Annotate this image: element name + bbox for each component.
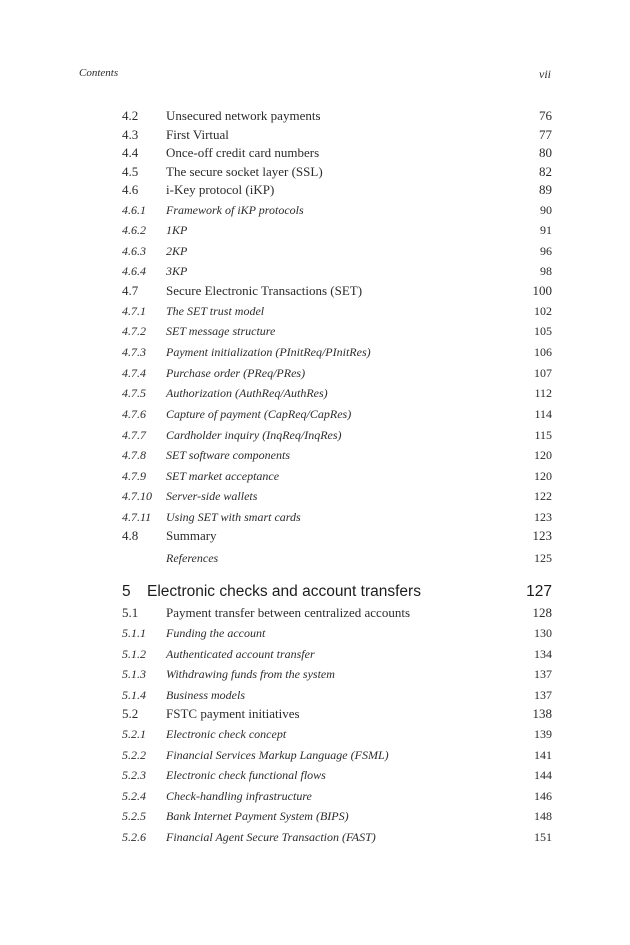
toc-entry-title: Once-off credit card numbers: [166, 145, 320, 160]
toc-subsection-entry: [122, 343, 552, 361]
toc-entry-title: Summary: [166, 528, 217, 543]
toc-entry-title: References: [166, 551, 219, 565]
toc-entry-number: 5.2.1: [122, 727, 146, 741]
page-number: vii: [539, 67, 551, 81]
toc-entry-page: 122: [534, 489, 552, 503]
toc-entry-title: Framework of iKP protocols: [166, 203, 304, 217]
toc-entry-number: 4.8: [122, 528, 139, 543]
toc-entry-title: Electronic check functional flows: [166, 768, 326, 782]
toc-entry-title: The secure socket layer (SSL): [166, 164, 323, 179]
toc-entry-title: Server-side wallets: [166, 489, 258, 503]
toc-entry-title: Authenticated account transfer: [166, 647, 315, 661]
toc-entry-title: Secure Electronic Transactions (SET): [166, 283, 363, 298]
toc-entry-page: 106: [534, 345, 552, 359]
toc-entry-page: 76: [539, 108, 552, 123]
toc-entry-page: 90: [540, 203, 552, 217]
toc-entry-number: 4.7.4: [122, 366, 146, 380]
toc-entry-page: 137: [534, 688, 552, 702]
toc-entry-title: Authorization (AuthReq/AuthRes): [166, 386, 328, 400]
toc-entry-title: 3KP: [166, 264, 188, 278]
toc-entry-number: 4.3: [122, 127, 139, 142]
toc-entry-title: SET software components: [166, 448, 291, 462]
toc-subsection-entry: [122, 725, 552, 743]
toc-section-entry: [122, 107, 552, 125]
toc-entry-page: 128: [532, 605, 552, 620]
running-header: [79, 67, 551, 83]
toc-entry-title: Bank Internet Payment System (BIPS): [166, 809, 349, 823]
toc-entry-title: Financial Agent Secure Transaction (FAST): [166, 830, 376, 844]
running-header-section: Contents: [79, 67, 119, 79]
toc-subsection-entry: [122, 364, 552, 382]
toc-entry-page: 91: [540, 223, 552, 237]
toc-section-entry: [122, 126, 552, 144]
toc-entry-number: 5.1: [122, 605, 139, 620]
toc-entry-page: 98: [540, 264, 552, 278]
toc-entry-title: Electronic check concept: [166, 727, 287, 741]
toc-entry-title: SET message structure: [166, 324, 276, 338]
toc-subsection-entry: [122, 665, 552, 683]
toc-subsection-entry: [122, 221, 552, 239]
toc-entry-page: 120: [534, 469, 552, 483]
toc-subsection-entry: [122, 405, 552, 423]
toc-subsection-entry: [122, 487, 552, 505]
toc-subsection-entry: [122, 201, 552, 219]
toc-entry-page: 115: [534, 428, 552, 442]
toc-subsection-entry: [122, 322, 552, 340]
toc-entry-title: SET market acceptance: [166, 469, 280, 483]
toc-subsection-entry: [122, 508, 552, 526]
toc-entry-page: 151: [534, 830, 552, 844]
toc-entry-title: First Virtual: [166, 127, 229, 142]
toc-entry-page: 107: [534, 366, 552, 380]
toc-subsection-entry: [122, 686, 552, 704]
toc-section-entry: [122, 181, 552, 199]
toc-entry-page: 120: [534, 448, 552, 462]
toc-entry-title: i-Key protocol (iKP): [166, 182, 275, 197]
toc-entry-title: Payment transfer between centralized accounts: [166, 605, 410, 620]
toc-entry-number: 4.7.1: [122, 304, 146, 318]
toc-entry-number: 4.4: [122, 145, 139, 160]
toc-entry-page: 77: [539, 127, 552, 142]
toc-entry-page: 80: [539, 145, 552, 160]
toc-entry-number: 4.7.7: [122, 428, 146, 442]
toc-subsection-entry: [122, 426, 552, 444]
toc-entry-number: 4.2: [122, 108, 139, 123]
toc-entry-number: 5.2.4: [122, 789, 146, 803]
toc-entry-title: Using SET with smart cards: [166, 510, 301, 524]
toc-subsection-entry: [122, 746, 552, 764]
toc-entry-number: 4.5: [122, 164, 139, 179]
toc-entry-number: 4.7.9: [122, 469, 146, 483]
toc-entry-title: Capture of payment (CapReq/CapRes): [166, 407, 352, 421]
toc-subsection-entry: [122, 262, 552, 280]
toc-entry-title: Withdrawing funds from the system: [166, 667, 335, 681]
toc-entry-number: 5.1.2: [122, 647, 146, 661]
toc-entry-page: 102: [534, 304, 552, 318]
toc-entry-page: 114: [534, 407, 552, 421]
toc-section-entry: [122, 527, 552, 545]
toc-entry-page: 123: [532, 528, 552, 543]
toc-entry-number: 4.7.3: [122, 345, 146, 359]
toc-entry-number: 4.6.2: [122, 223, 146, 237]
toc-entry-page: 96: [540, 244, 552, 258]
toc-entry-page: 125: [534, 551, 552, 565]
toc-entry-number: 4.6.1: [122, 203, 146, 217]
toc-subsection-entry: [122, 624, 552, 642]
toc-entry-number: 4.7.11: [122, 510, 152, 524]
toc-entry-number: 5.2: [122, 706, 139, 721]
toc-entry-page: 100: [532, 283, 552, 298]
toc-subsection-entry: [122, 787, 552, 805]
toc-entry-title: FSTC payment initiatives: [166, 706, 300, 721]
toc-chapter-entry: [122, 581, 552, 603]
toc-entry-title: Cardholder inquiry (InqReq/InqRes): [166, 428, 342, 442]
toc-subsection-entry: [122, 302, 552, 320]
toc-subsection-entry: [122, 766, 552, 784]
toc-subsection-entry: [122, 384, 552, 402]
toc-entry-title: Financial Services Markup Language (FSML): [166, 748, 389, 762]
toc-section-entry: [122, 163, 552, 181]
toc-entry-title: Business models: [166, 688, 245, 702]
toc-subsection-entry: [122, 828, 552, 846]
toc-entry-title: Funding the account: [166, 626, 266, 640]
toc-entry-number: 4.7.2: [122, 324, 146, 338]
toc-entry-page: 144: [534, 768, 552, 782]
toc-entry-number: 4.6: [122, 182, 139, 197]
toc-subsection-entry: [122, 446, 552, 464]
toc-section-entry: [122, 144, 552, 162]
toc-subsection-entry: [122, 549, 552, 567]
toc-section-entry: [122, 705, 552, 723]
toc-entry-title: 1KP: [166, 223, 188, 237]
toc-entry-title: Electronic checks and account transfers: [147, 583, 421, 600]
toc-entry-page: 123: [534, 510, 552, 524]
toc-entry-number: 4.7.10: [122, 489, 152, 503]
toc-entry-number: 5.2.6: [122, 830, 146, 844]
toc-entry-page: 127: [526, 583, 552, 600]
toc-entry-page: 148: [534, 809, 552, 823]
toc-subsection-entry: [122, 807, 552, 825]
toc-entry-page: 141: [534, 748, 552, 762]
toc-entry-number: 4.6.4: [122, 264, 146, 278]
toc-entry-number: 5.2.2: [122, 748, 146, 762]
toc-entry-page: 139: [534, 727, 552, 741]
toc-entry-page: 105: [534, 324, 552, 338]
toc-entry-title: Payment initialization (PInitReq/PInitRes): [166, 345, 371, 359]
toc-entry-number: 5: [122, 583, 131, 600]
toc-entry-title: Unsecured network payments: [166, 108, 321, 123]
toc-entry-title: 2KP: [166, 244, 188, 258]
toc-entry-number: 4.7.8: [122, 448, 146, 462]
toc-entry-number: 5.1.3: [122, 667, 146, 681]
toc-entry-page: 146: [534, 789, 552, 803]
toc-entry-number: 5.2.5: [122, 809, 146, 823]
toc-entry-number: 5.2.3: [122, 768, 146, 782]
toc-subsection-entry: [122, 242, 552, 260]
toc-entry-page: 138: [532, 706, 552, 721]
toc-entry-number: 4.7.5: [122, 386, 146, 400]
toc-entry-title: Purchase order (PReq/PRes): [166, 366, 306, 380]
toc-entry-page: 137: [534, 667, 552, 681]
toc-entry-title: The SET trust model: [166, 304, 265, 318]
toc-entry-page: 82: [539, 164, 552, 179]
toc-entry-page: 134: [534, 647, 552, 661]
toc-entry-number: 5.1.4: [122, 688, 146, 702]
toc-section-entry: [122, 604, 552, 622]
toc-subsection-entry: [122, 467, 552, 485]
toc-entry-number: 5.1.1: [122, 626, 146, 640]
toc-entry-number: 4.6.3: [122, 244, 146, 258]
toc-entry-number: 4.7: [122, 283, 139, 298]
toc-section-entry: [122, 282, 552, 300]
toc-entry-number: 4.7.6: [122, 407, 146, 421]
toc-entry-title: Check-handling infrastructure: [166, 789, 312, 803]
toc-entry-page: 112: [534, 386, 552, 400]
toc-subsection-entry: [122, 645, 552, 663]
toc-entry-page: 89: [539, 182, 552, 197]
toc-entry-page: 130: [534, 626, 552, 640]
